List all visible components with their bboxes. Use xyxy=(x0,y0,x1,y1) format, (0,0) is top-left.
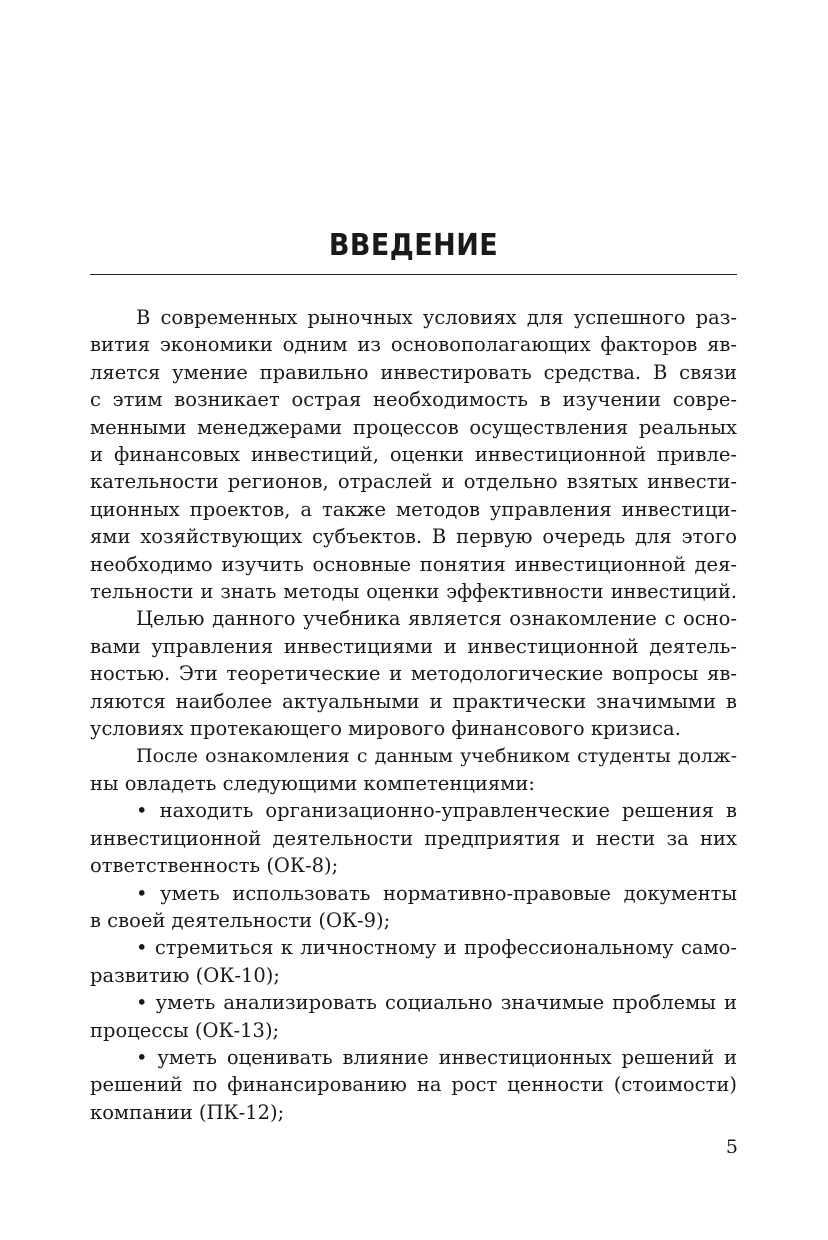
text-line: ционных проектов, а также методов управления инвестици- xyxy=(90,497,737,521)
competency-item xyxy=(90,797,737,879)
text-line: кательности регионов, отраслей и отдельно взятых инвести- xyxy=(90,470,737,494)
text-line: вами управления инвестициями и инвестиционной деятель- xyxy=(90,634,737,658)
text-line: ностью. Эти теоретические и методологические вопросы яв- xyxy=(90,662,737,686)
text-line: компании (ПК-12); xyxy=(90,1100,285,1124)
text-line: и финансовых инвестиций, оценки инвестиционной привле- xyxy=(90,443,737,467)
text-line: развитию (ОК-10); xyxy=(90,963,280,987)
text-line: с этим возникает острая необходимость в изучении совре- xyxy=(90,388,737,412)
text-line: Целью данного учебника является ознакомление с осно- xyxy=(136,607,737,631)
paragraph-intro xyxy=(90,304,737,605)
competency-item xyxy=(90,880,737,935)
competency-item xyxy=(90,989,737,1044)
text-line: вития экономики одним из основополагающих факторов яв- xyxy=(90,333,737,357)
text-line: В современных рыночных условиях для успешного раз- xyxy=(136,306,737,329)
paragraph-competencies-intro xyxy=(90,743,737,798)
text-line: в своей деятельности (ОК-9); xyxy=(90,908,391,932)
text-line: ответственность (ОК-8); xyxy=(90,854,339,878)
text-line: тельности и знать методы оценки эффективности инвестиций. xyxy=(90,580,737,604)
text-line: ляются наиболее актуальными и практически значимыми в xyxy=(90,689,737,713)
text-line: инвестиционной деятельности предприятия и нести за них xyxy=(90,826,737,850)
text-line: менными менеджерами процессов осуществления реальных xyxy=(90,415,737,439)
heading-rule xyxy=(90,274,737,275)
competency-item xyxy=(90,1044,737,1126)
text-line: • уметь оценивать влияние инвестиционных решений и xyxy=(136,1045,737,1069)
text-line: После ознакомления с данным учебником студенты долж- xyxy=(136,744,737,767)
text-line: ляется умение правильно инвестировать средства. В связи xyxy=(90,360,737,384)
text-line: ны овладеть следующими компетенциями: xyxy=(90,771,535,795)
text-line: • уметь использовать нормативно-правовые документы xyxy=(136,881,737,905)
paragraph-goal xyxy=(90,605,737,742)
text-line: • находить организационно-управленческие решения в xyxy=(136,799,737,823)
text-line: процессы (ОК-13); xyxy=(90,1018,280,1042)
text-line: ями хозяйствующих субъектов. В первую очередь для этого xyxy=(90,525,737,549)
text-line: условиях протекающего мирового финансового кризиса. xyxy=(90,717,681,741)
page-number: 5 xyxy=(725,1136,738,1158)
text-line: необходимо изучить основные понятия инвестиционной дея- xyxy=(90,552,737,576)
text-line: решений по финансированию на рост ценности (стоимости) xyxy=(90,1073,737,1097)
text-line: • уметь анализировать социально значимые проблемы и xyxy=(136,991,737,1015)
body-text xyxy=(90,304,737,1126)
text-line: • стремиться к личностному и профессиональному само- xyxy=(136,936,737,960)
competency-item xyxy=(90,934,737,989)
section-heading: ВВЕДЕНИЕ xyxy=(328,228,499,263)
